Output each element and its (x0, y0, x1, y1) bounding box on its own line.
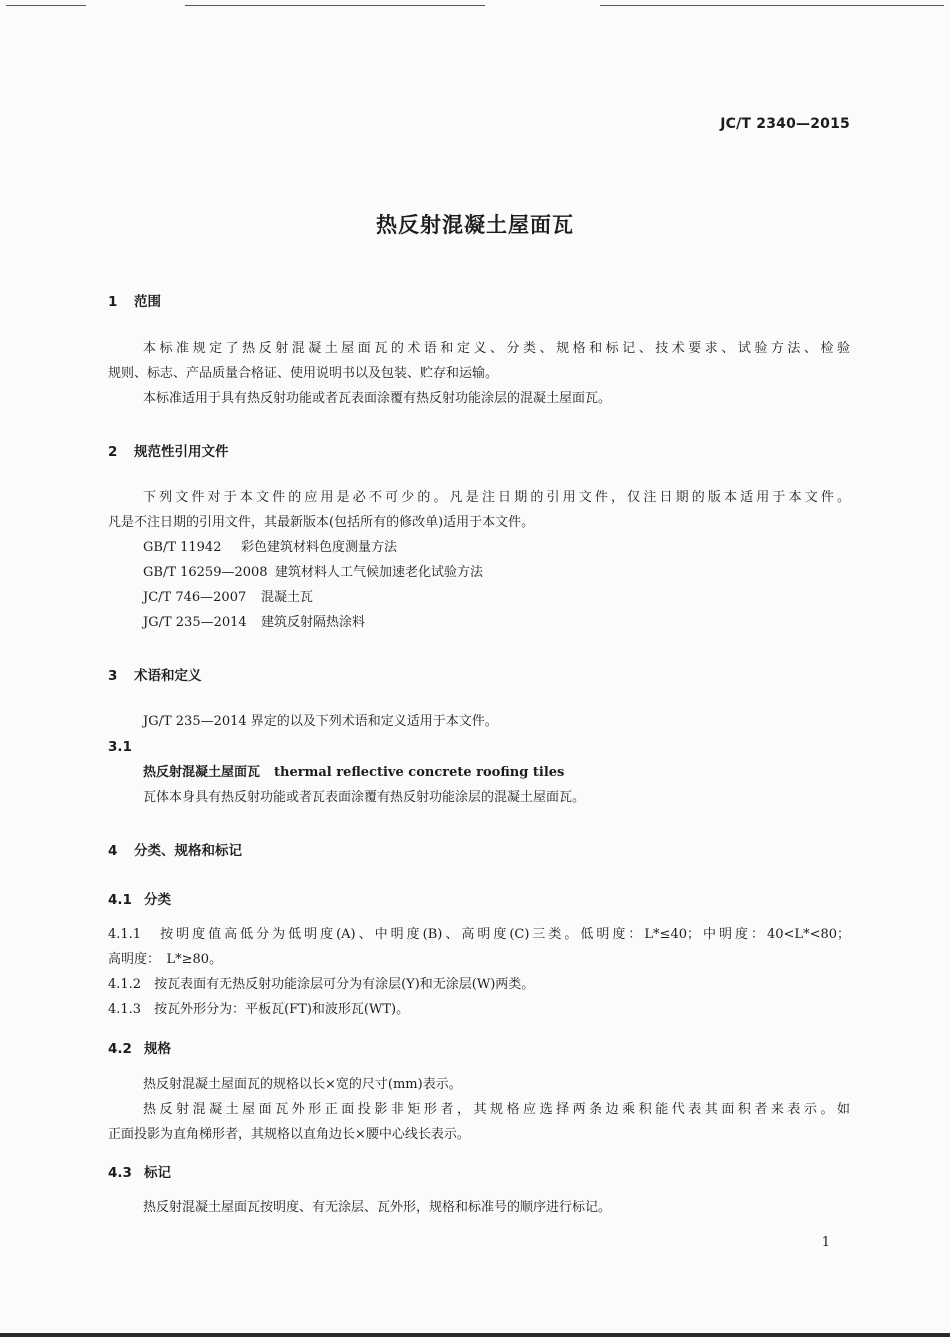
scan-bottom-edge (0, 1333, 950, 1337)
paragraph: 热反射混凝土屋面瓦外形正面投影非矩形者，其规格应选择两条边乘积能代表其面积者来表示。如 (143, 1102, 850, 1117)
paragraph: 本标准适用于具有热反射功能或者瓦表面涂覆有热反射功能涂层的混凝土屋面瓦。 (143, 391, 612, 406)
section-heading-1: 1 范围 (108, 294, 161, 310)
term-definition: 瓦体本身具有热反射功能或者瓦表面涂覆有热反射功能涂层的混凝土屋面瓦。 (143, 790, 586, 805)
term-english: thermal reflective concrete roofing tiles (274, 765, 565, 780)
clause-4-1-1: 4.1.1 按明度值高低分为低明度(A)、中明度(B)、高明度(C)三类。低明度：L*≤40；中明度：40<L*<80； (108, 927, 850, 942)
reference-item: GB/T 11942 彩色建筑材料色度测量方法 (143, 540, 398, 555)
clause-4-1-2: 4.1.2 按瓦表面有无热反射功能涂层可分为有涂层(Y)和无涂层(W)两类。 (108, 977, 535, 992)
paragraph: JG/T 235—2014 界定的以及下列术语和定义适用于本文件。 (143, 714, 498, 729)
reference-item: JG/T 235—2014 建筑反射隔热涂料 (143, 615, 366, 630)
paragraph: 规则、标志、产品质量合格证、使用说明书以及包装、贮存和运输。 (108, 366, 499, 381)
paragraph: 本标准规定了热反射混凝土屋面瓦的术语和定义、分类、规格和标记、技术要求、试验方法、检验 (143, 341, 850, 356)
paragraph: 下列文件对于本文件的应用是必不可少的。凡是注日期的引用文件，仅注日期的版本适用于本文件。 (143, 490, 850, 505)
section-heading-2: 2 规范性引用文件 (108, 444, 229, 460)
section-heading-4: 4 分类、规格和标记 (108, 843, 242, 859)
subsection-heading-4-1: 4.1 分类 (108, 892, 171, 908)
section-heading-3: 3 术语和定义 (108, 668, 202, 684)
standard-number: JC/T 2340—2015 (720, 116, 850, 132)
scan-edge-line (600, 5, 944, 6)
term-number: 3.1 (108, 739, 132, 755)
clause-4-1-3: 4.1.3 按瓦外形分为：平板瓦(FT)和波形瓦(WT)。 (108, 1002, 410, 1017)
clause-4-1-1-cont: 高明度： L*≥80。 (108, 952, 223, 967)
document-title: 热反射混凝土屋面瓦 (376, 213, 574, 237)
subsection-heading-4-3: 4.3 标记 (108, 1165, 171, 1181)
reference-item: GB/T 16259—2008 建筑材料人工气候加速老化试验方法 (143, 565, 484, 580)
term-entry (143, 760, 564, 785)
page-number: 1 (821, 1235, 830, 1250)
paragraph: 凡是不注日期的引用文件，其最新版本(包括所有的修改单)适用于本文件。 (108, 515, 535, 530)
reference-item: JC/T 746—2007 混凝土瓦 (143, 590, 314, 605)
term-chinese: 热反射混凝土屋面瓦 (143, 765, 261, 780)
paragraph: 热反射混凝土屋面瓦的规格以长×宽的尺寸(mm)表示。 (143, 1077, 462, 1092)
subsection-heading-4-2: 4.2 规格 (108, 1041, 171, 1057)
scan-edge-line (185, 5, 485, 6)
paragraph: 正面投影为直角梯形者，其规格以直角边长×腰中心线长表示。 (108, 1127, 470, 1142)
paragraph: 热反射混凝土屋面瓦按明度、有无涂层、瓦外形，规格和标准号的顺序进行标记。 (143, 1200, 612, 1215)
scan-edge-line (6, 5, 86, 6)
